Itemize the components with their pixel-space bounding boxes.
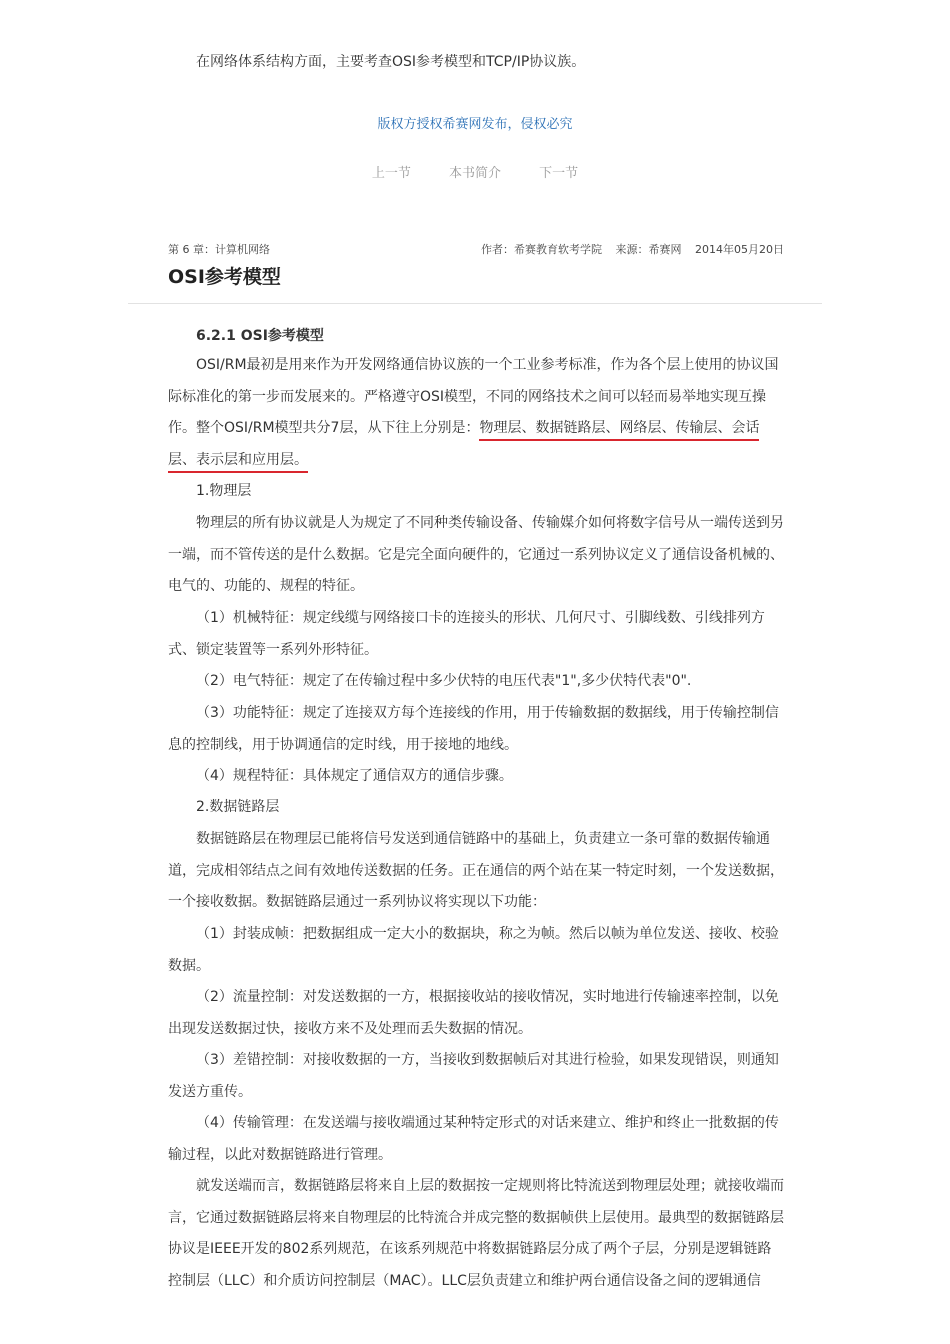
list-item: （2）电气特征：规定了在传输过程中多少伏特的电压代表"1",多少伏特代表"0". bbox=[196, 673, 692, 689]
list-item: （4）规程特征：具体规定了通信双方的通信步骤。 bbox=[196, 768, 513, 784]
list-item: （1）封装成帧：把数据组成一定大小的数据块，称之为帧。然后以帧为单位发送、接收、校验数据。 bbox=[168, 926, 779, 974]
next-section-link[interactable]: 下一节 bbox=[539, 166, 579, 181]
prev-section-link[interactable]: 上一节 bbox=[371, 166, 411, 181]
heading-physical: 1.物理层 bbox=[196, 483, 252, 499]
paragraph-osi-intro bbox=[168, 350, 784, 476]
book-intro-link[interactable]: 本书简介 bbox=[448, 166, 501, 181]
list-item: （3）差错控制：对接收数据的一方，当接收到数据帧后对其进行检验，如果发现错误，则通知发送方重传。 bbox=[168, 1052, 779, 1100]
intro-text: 在网络体系结构方面，主要考查OSI参考模型和TCP/IP协议族。 bbox=[196, 54, 586, 70]
author: 作者：希赛教育软考学院 bbox=[481, 243, 602, 256]
chapter-label: 第 6 章：计算机网络 bbox=[168, 243, 270, 256]
list-item: （1）机械特征：规定线缆与网络接口卡的连接头的形状、几何尺寸、引脚线数、引线排列方式、锁定装置等一系列外形特征。 bbox=[168, 610, 765, 658]
paragraph-last: 就发送端而言，数据链路层将来自上层的数据按一定规则将比特流送到物理层处理；就接收端而言，它通过数据链路层将来自物理层的比特流合并成完整的数据帧供上层使用。最典型的数据链路层协议是IEEE开发的802系列规范，在该系列规范中将数据链路层分成了两个子层，分别是逻辑链路控制层（LLC）和介质访问控制层（MAC）。LLC层负责建立和维护两台通信设备之间的逻辑通信 bbox=[168, 1178, 784, 1289]
heading-datalink: 2.数据链路层 bbox=[196, 799, 280, 815]
list-item: （3）功能特征：规定了连接双方每个连接线的作用，用于传输数据的数据线，用于传输控制信息的控制线，用于协调通信的定时线，用于接地的地线。 bbox=[168, 705, 779, 753]
paragraph-datalink: 数据链路层在物理层已能将信号发送到通信链路中的基础上，负责建立一条可靠的数据传输通道，完成相邻结点之间有效地传送数据的任务。正在通信的两个站在某一特定时刻，一个发送数据，一个接收数据。数据链路层通过一系列协议将实现以下功能： bbox=[168, 831, 784, 911]
date: 2014年05月20日 bbox=[695, 243, 784, 256]
list-item: （2）流量控制：对发送数据的一方，根据接收站的接收情况，实时地进行传输速率控制，以免出现发送数据过快，接收方来不及处理而丢失数据的情况。 bbox=[168, 989, 779, 1037]
divider bbox=[128, 303, 822, 304]
page-title: OSI参考模型 bbox=[168, 266, 281, 288]
section-heading: 6.2.1 OSI参考模型 bbox=[196, 328, 324, 344]
source: 来源：希赛网 bbox=[615, 243, 682, 256]
article-meta bbox=[471, 241, 784, 257]
copyright-notice[interactable]: 版权方授权希赛网发布，侵权必究 bbox=[377, 117, 573, 132]
osi-intro-text: OSI/RM最初是用来作为开发网络通信协议族的一个工业参考标准，作为各个层上使用的协议国际标准化的第一步而发展来的。严格遵守OSI模型，不同的网络技术之间可以轻而易举地实现互操作。整个OSI/RM模型共分7层，从下往上分别是： bbox=[168, 357, 779, 437]
list-item: （4）传输管理：在发送端与接收端通过某种特定形式的对话来建立、维护和终止一批数据的传输过程，以此对数据链路进行管理。 bbox=[168, 1115, 779, 1163]
highlighted-layers: 物理层、数据链路层、网络层、传输层、会话层、表示层和应用层。 bbox=[168, 420, 759, 473]
paragraph-physical: 物理层的所有协议就是人为规定了不同种类传输设备、传输媒介如何将数字信号从一端传送到另一端，而不管传送的是什么数据。它是完全面向硬件的，它通过一系列协议定义了通信设备机械的、电气的、功能的、规程的特征。 bbox=[168, 515, 784, 595]
chapter-nav bbox=[0, 162, 950, 181]
